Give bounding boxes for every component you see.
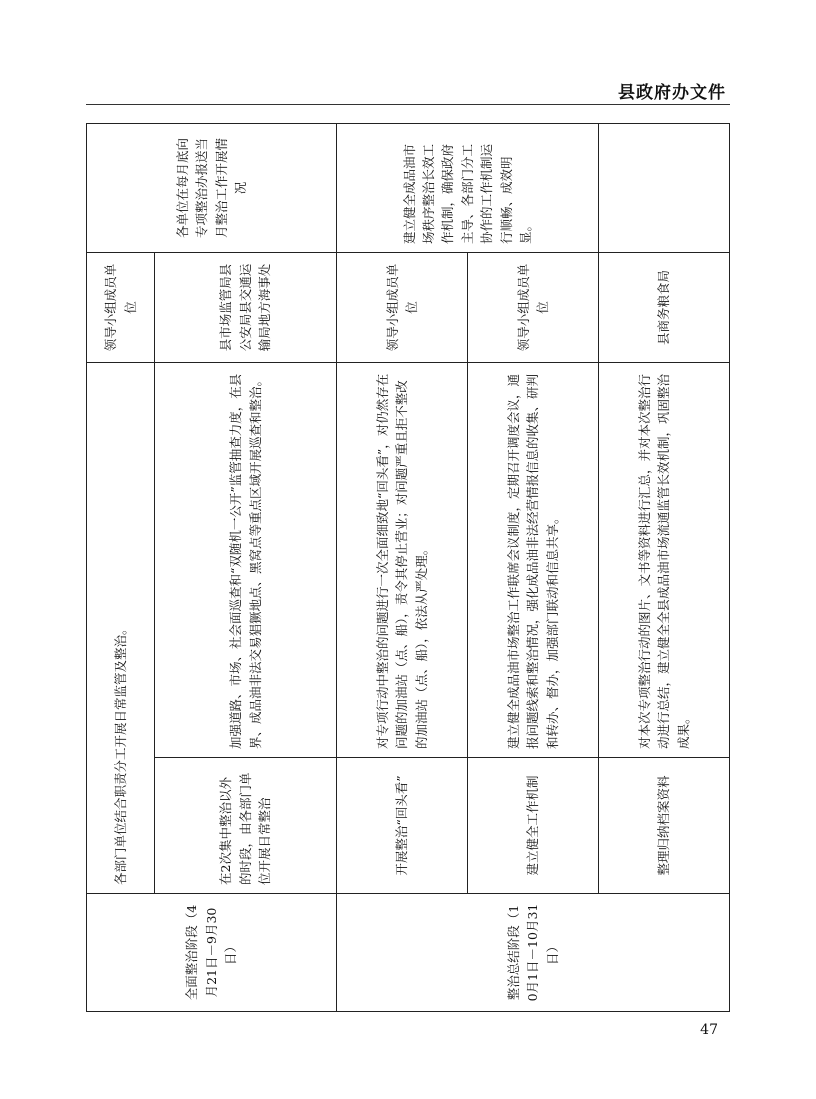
agencies-cell: 县市场监管局县公安局县交通运输局地方海事处 [155, 252, 337, 362]
review-label-cell: 开展整治“回头看” [337, 758, 468, 894]
stage-full-desc-cell: 在2次集中整治以外的时段，由各部门单位开展日常整治 [155, 758, 337, 894]
commerce-bureau-cell: 县商务粮食局 [599, 252, 730, 362]
table-row [155, 123, 337, 1011]
table-row [599, 123, 730, 1011]
mechanism-goal-cell: 建立健全成品油市场秩序整治长效工作机制，确保政府主导、各部门分工协作的工作机制运行顺畅、成效明显。 [337, 123, 599, 252]
archive-label-cell: 整理归纳档案资料 [599, 758, 730, 894]
empty-cell [599, 123, 730, 252]
lead-member-cell: 领导小组成员单位 [87, 252, 155, 362]
header-rule [86, 104, 730, 105]
document-header-title: 县政府办文件 [618, 83, 726, 103]
page-number: 47 [700, 1022, 718, 1038]
monthly-report-cell: 各单位在每月底向专项整治办报送当月整治工作开展情况 [87, 123, 337, 252]
lead-member-cell: 领导小组成员单位 [337, 252, 468, 362]
table-row [87, 123, 155, 1011]
lead-member-cell: 领导小组成员单位 [468, 252, 599, 362]
review-desc-cell: 对专项行动中整治的问题进行一次全面细致地“回头看”，对仍然存在问题的加油站（点、船），责令其停止营业；对问题严重且拒不整改的加油站（点、船），依法从严处理。 [337, 362, 468, 757]
rectification-schedule-table [86, 123, 730, 1012]
stage-summary-cell: 整治总结阶段（10月1日－10月31日） [337, 894, 730, 1012]
table-row [468, 123, 599, 1011]
rotated-table-frame [86, 124, 729, 1012]
landscape-table-container [86, 124, 729, 1012]
table-row [337, 123, 468, 1011]
roads-measure-cell: 加强道路、市场、社会面巡查和“双随机一公开”监管抽查力度，在县界、成品油非法交易猖獗地点、黑窝点等重点区域开展巡查和整治。 [155, 362, 337, 757]
mechanism-label-cell: 建立健全工作机制 [468, 758, 599, 894]
stage-full-cell: 全面整治阶段（4月21日－9月30日） [87, 894, 337, 1012]
dept-daily-cell: 各部门单位结合职责分工开展日常监管及整治。 [87, 362, 155, 893]
archive-desc-cell: 对本次专项整治行动的图片、文书等资料进行汇总，并对本次整治行动进行总结，建立健全全县成品油市场流通监管长效机制，巩固整治成果。 [599, 362, 730, 757]
mechanism-desc-cell: 建立健全成品油市场整治工作联席会议制度，定期召开调度会议，通报问题线索和整治情况，强化成品油非法经营情报信息的收集、研判和转办、督办，加强部门联动和信息共享。 [468, 362, 599, 757]
